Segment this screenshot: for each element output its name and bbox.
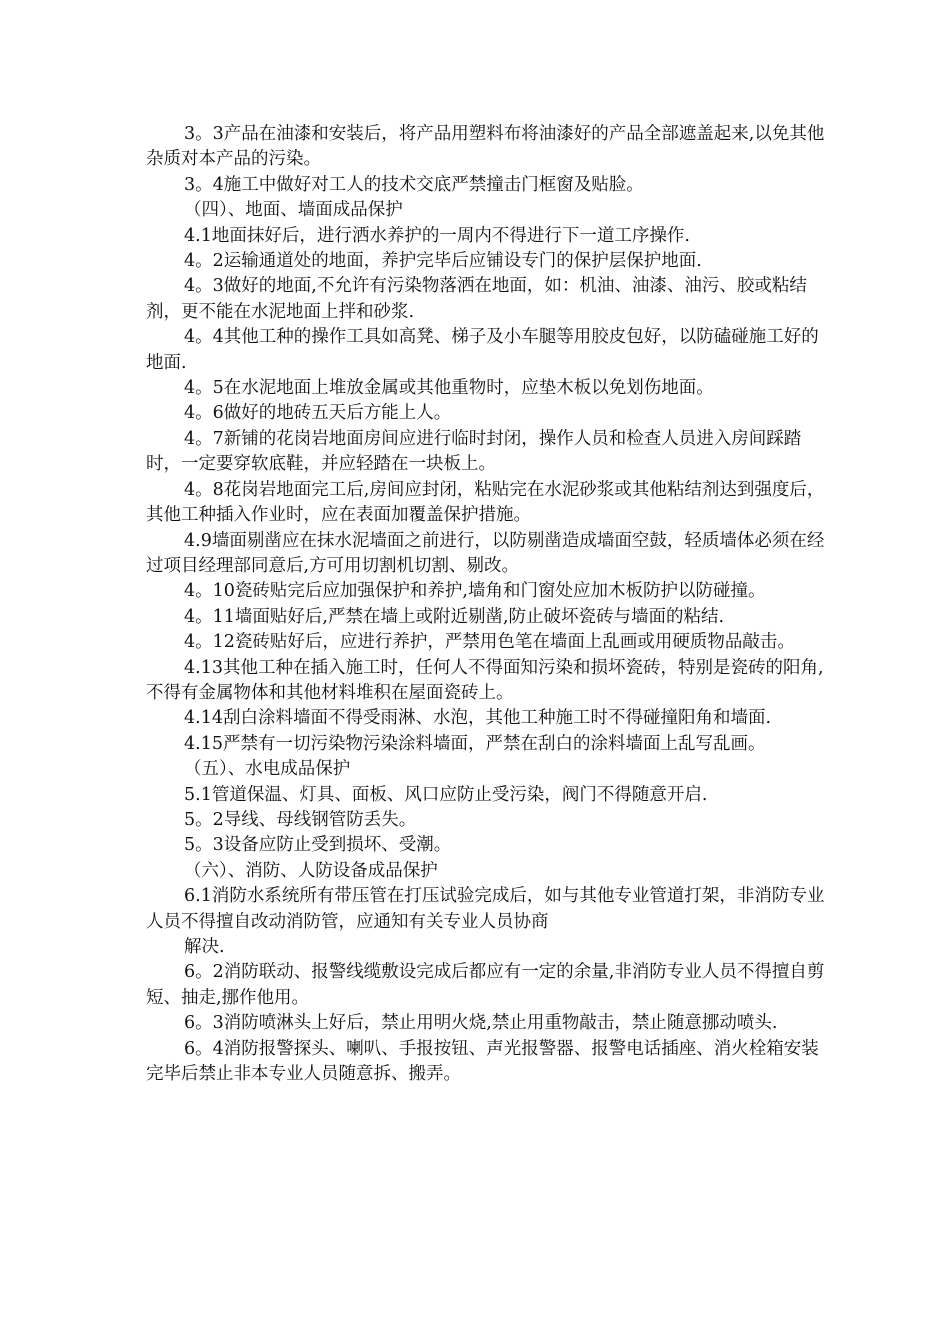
paragraph-4-7: 4。7新铺的花岗岩地面房间应进行临时封闭，操作人员和检查人员进入房间踩踏时，一定要穿软底鞋，并应轻踏在一块板上。 [146, 428, 802, 475]
paragraph-5-3: 5。3设备应防止受到损坏、受潮。 [184, 835, 452, 856]
paragraph-6-3: 6。3消防喷淋头上好后，禁止用明火烧,禁止用重物敲击，禁止随意挪动喷头. [184, 1013, 778, 1034]
paragraph-4-2: 4。2运输通道处的地面，养护完毕后应铺设专门的保护层保护地面. [184, 251, 702, 272]
paragraph-4-1: 4.1地面抹好后，进行洒水养护的一周内不得进行下一道工序操作. [184, 225, 690, 246]
section-heading-5: （五）、水电成品保护 [184, 759, 351, 780]
paragraph-3-3: 3。3产品在油漆和安装后，将产品用塑料布将油漆好的产品全部遮盖起来,以免其他杂质对本产品的污染。 [146, 124, 825, 170]
paragraph-4-6: 4。6做好的地砖五天后方能上人。 [184, 403, 452, 424]
paragraph-5-1: 5.1管道保温、灯具、面板、风口应防止受污染，阀门不得随意开启. [184, 784, 708, 805]
paragraph-4-3: 4。3做好的地面,不允许有污染物落洒在地面，如：机油、油漆、油污、胶或粘结剂，更不能在水泥地面上拌和砂浆. [146, 276, 807, 322]
paragraph-4-11: 4。11墙面贴好后,严禁在墙上或附近剔凿,防止破坏瓷砖与墙面的粘结. [184, 606, 725, 627]
paragraph-4-14: 4.14刮白涂料墙面不得受雨淋、水泡，其他工种施工时不得碰撞阳角和墙面. [184, 708, 772, 729]
paragraph-5-2: 5。2导线、母线钢管防丢失。 [184, 809, 417, 830]
paragraph-4-10: 4。10瓷砖贴完后应加强保护和养护,墙角和门窗处应加木板防护以防碰撞。 [184, 581, 766, 602]
section-heading-4: （四）、地面、墙面成品保护 [184, 200, 403, 221]
paragraph-6-2: 6。2消防联动、报警线缆敷设完成后都应有一定的余量,非消防专业人员不得擅自剪短、抽走,挪作他用。 [146, 962, 825, 1008]
paragraph-6-4: 6。4消防报警探头、喇叭、手报按钮、声光报警器、报警电话插座、消火栓箱安装完毕后禁止非本专业人员随意拆、搬弄。 [146, 1038, 819, 1085]
paragraph-4-15: 4.15严禁有一切污染物污染涂料墙面，严禁在刮白的涂料墙面上乱写乱画。 [184, 733, 766, 754]
paragraph-4-8: 4。8花岗岩地面完工后,房间应封闭，粘贴完在水泥砂浆或其他粘结剂达到强度后，其他工种插入作业时，应在表面加覆盖保护措施。 [146, 479, 825, 526]
paragraph-6-1-continuation: 解决. [184, 937, 225, 957]
paragraph-6-1: 6.1消防水系统所有带压管在打压试验完成后，如与其他专业管道打架，非消防专业人员不得擅自改动消防管，应通知有关专业人员协商 [146, 886, 825, 932]
paragraph-4-9: 4.9墙面剔凿应在抹水泥墙面之前进行，以防剔凿造成墙面空鼓，轻质墙体必须在经过项目经理部同意后,方可用切割机切割、剔改。 [146, 530, 825, 576]
paragraph-4-5: 4。5在水泥地面上堆放金属或其他重物时，应垫木板以免划伤地面。 [184, 378, 714, 399]
document-page [146, 122, 826, 1087]
paragraph-3-4: 3。4施工中做好对工人的技术交底严禁撞击门框窗及贴脸。 [184, 174, 644, 195]
paragraph-4-12: 4。12瓷砖贴好后，应进行养护，严禁用色笔在墙面上乱画或用硬质物品敲击。 [184, 632, 795, 653]
paragraph-4-13: 4.13其他工种在插入施工时，任何人不得面知污染和损坏瓷砖，特别是瓷砖的阳角,不得有金属物体和其他材料堆积在屋面瓷砖上。 [146, 657, 824, 703]
section-heading-6: （六）、消防、人防设备成品保护 [184, 860, 438, 881]
paragraph-4-4: 4。4其他工种的操作工具如高凳、梯子及小车腿等用胶皮包好，以防磕碰施工好的地面. [146, 327, 819, 373]
